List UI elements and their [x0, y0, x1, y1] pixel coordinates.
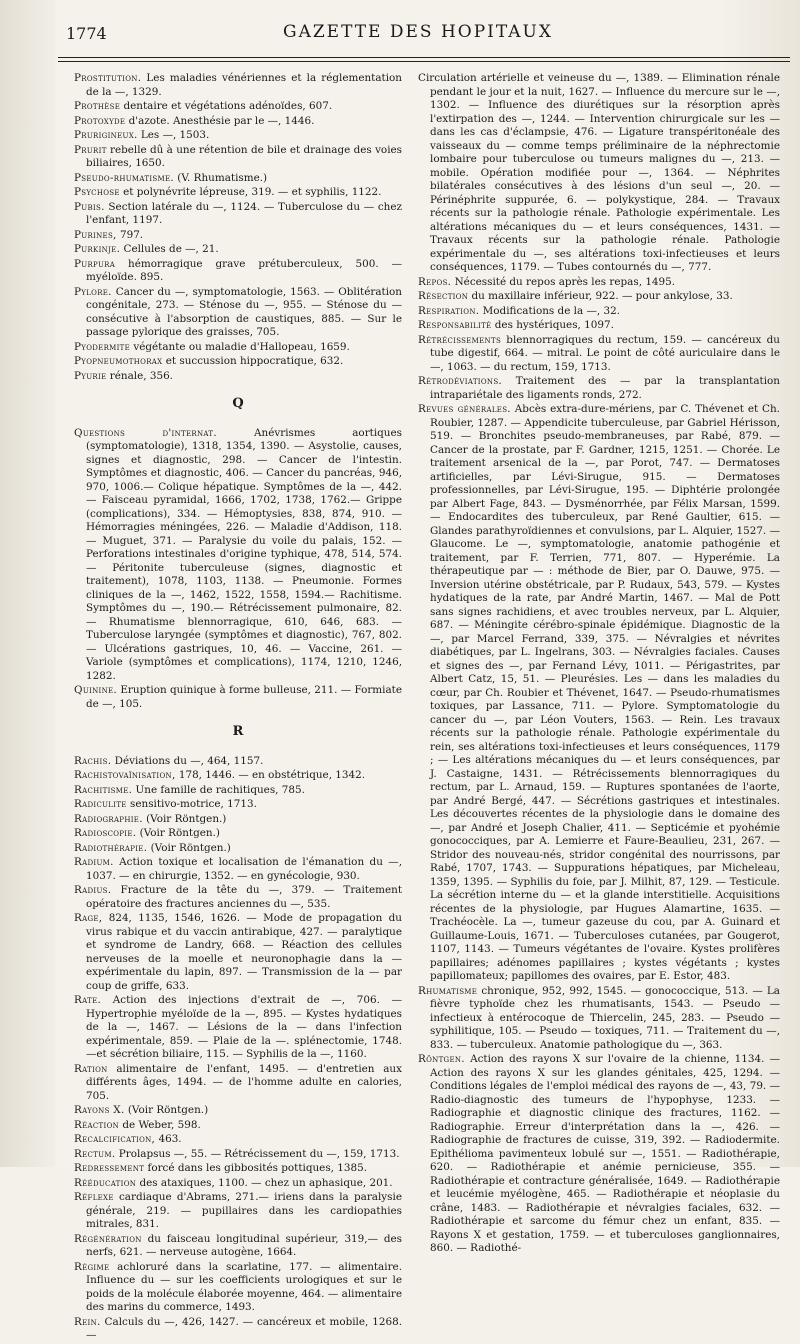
entry-text: sensitivo-motrice, 1713.: [126, 798, 257, 810]
index-entry: [74, 798, 402, 812]
index-group-p: [74, 72, 402, 383]
entry-headword: Réaction: [74, 1118, 120, 1131]
page-number: 1774: [66, 24, 107, 43]
entry-headword: Purines,: [74, 228, 117, 241]
entry-text: Déviations du —, 464, 1157.: [111, 754, 264, 767]
index-entry: [74, 994, 402, 1062]
index-entry: [74, 827, 402, 841]
header-rule: [58, 57, 790, 62]
entry-text: forcé dans les gibbosités pottiques, 1385.: [144, 1162, 368, 1174]
entry-text: Section latérale du —, 1124. — Tuberculose du — chez l'enfant, 1197.: [86, 200, 402, 226]
index-entry: [74, 1233, 402, 1260]
index-group-q: [74, 427, 402, 712]
entry-text: Traitement des — par la transplantation intrapariétale des ligaments ronds, 272.: [430, 375, 780, 401]
index-entry: [74, 355, 402, 369]
entry-headword: Prothèse: [74, 100, 121, 112]
entry-text: Cancer du —, symptomatologie, 1563. — Oblitération congénitale, 273. — Sténose du —, 955. — Sténose du — consécutive à l'absorption de caustiques, 885. — Sur le passage pylorique des graisses, 705.: [86, 285, 402, 338]
index-entry: [74, 1119, 402, 1133]
index-entry: [418, 305, 780, 319]
entry-headword: Radiographie.: [74, 812, 143, 825]
index-entry: [418, 334, 780, 375]
entry-text: Action toxique et localisation de l'émanation du —, 1037. — en chirurgie, 1352. — en gynécologie, 930.: [86, 856, 402, 882]
index-entry: [74, 884, 402, 911]
entry-headword: Radius.: [74, 884, 112, 896]
entry-headword: Purkinje.: [74, 243, 121, 255]
entry-headword: Résection: [418, 290, 469, 302]
entry-text: végétante ou maladie d'Hallopeau, 1659.: [130, 340, 350, 353]
index-entry: [74, 129, 402, 143]
entry-headword: Pyodermite: [74, 340, 131, 353]
entry-text: Les maladies vénériennes et la réglementation de la —, 1329.: [86, 72, 402, 98]
entry-headword: Rachistovaïnisation,: [74, 769, 176, 781]
index-entry: [74, 1177, 402, 1191]
index-entry: [418, 1053, 780, 1256]
index-entry: [74, 856, 402, 883]
entry-headword: Prurigineux.: [74, 129, 138, 141]
index-entry: [74, 1261, 402, 1315]
entry-headword: Questions d'internat.: [74, 426, 217, 439]
entry-text: (Voir Röntgen.): [147, 841, 231, 854]
index-entry: [74, 813, 402, 827]
entry-text: Anévrismes aortiques (symptomatologie), 1318, 1354, 1390. — Asystolie, causes, signes et diagnostic, 298. — Cancer de l'intestin. Symptômes et diagnostic, 406. — Cancer du pancréas, 946, 970, 1006.— Colique hépatique. Symptômes de la —, 442.— Faisceau pyramidal, 1666, 1702, 1738, 1762.— Grippe (complications), 334. — Hémoptysies, 838, 874, 910. — Hémorragies méningées, 226. — Maladie d'Addison, 118. — Muguet, 371. — Paralysie du voile du palais, 152. — Perforations intestinales d'origine typhique, 478, 514, 574. — Péritonite tuberculeuse (signes, diagnostic et traitement), 1078, 1103, 1138. — Pneumonie. Formes cliniques de la —, 1462, 1522, 1558, 1594.— Rachitisme. Symptômes du —, 190.— Rétrécissement pulmonaire, 82. — Rhumatisme blennorragique, 610, 646, 683. — Tuberculose laryngée (symptômes et diagnostic), 767, 802. — Ulcérations gastriques, 10, 46. — Vaccine, 261. — Variole (symptômes et complications), 1174, 1210, 1246, 1282.: [86, 426, 402, 682]
entry-text: rebelle dû à une rétention de bile et drainage des voies biliaires, 1650.: [86, 143, 402, 169]
entry-headword: Revues générales.: [418, 403, 511, 415]
section-letter-q: Q: [232, 396, 244, 411]
entry-text: hémorragique grave prétuberculeux, 500. — myéloïde. 895.: [86, 257, 402, 283]
index-entry: [74, 100, 402, 114]
entry-headword: Régime: [74, 1260, 110, 1273]
entry-text: Action des injections d'extrait de —, 706. — Hypertrophie myéloïde de la —, 895. — Kystes hydatiques de la —, 1467. — Lésions de la — dans l'infection expérimentale, 859. — Plaie de la —. splénectomie, 1748. —et sécrétion biliaire, 115. — Syphilis de la —, 1160.: [86, 994, 402, 1060]
index-group-r: [74, 755, 402, 1343]
index-entry: [418, 375, 780, 402]
entry-headword: Prostitution.: [74, 72, 142, 84]
index-entry: [74, 769, 402, 783]
index-entry: [74, 842, 402, 856]
entry-text: Prolapsus —, 55. — Rétrécissement du —, 159, 1713.: [115, 1147, 400, 1160]
entry-text: rénale, 356.: [106, 369, 173, 382]
entry-text: des hystériques, 1097.: [491, 319, 614, 331]
index-entry: [74, 427, 402, 684]
entry-headword: Radiothérapie.: [74, 841, 148, 854]
entry-headword: Rein.: [74, 1315, 101, 1328]
index-entry: [74, 72, 402, 99]
entry-headword: Rétrodéviations.: [418, 375, 503, 387]
entry-headword: Pylore.: [74, 285, 112, 298]
index-entry: [74, 115, 402, 129]
left-column: [74, 72, 402, 1344]
entry-headword: Rééducation: [74, 1176, 137, 1189]
entry-headword: Pubis.: [74, 200, 105, 213]
index-entry: [418, 72, 780, 275]
index-entry: [74, 243, 402, 257]
entry-text: (V. Rhumatisme.): [173, 171, 268, 184]
index-entry: [74, 1148, 402, 1162]
index-entry: [74, 784, 402, 798]
entry-headword: Respiration.: [418, 304, 480, 317]
index-entry: [74, 1063, 402, 1104]
entry-headword: Prurit: [74, 143, 107, 156]
entry-headword: Rate.: [74, 994, 102, 1006]
entry-text: Abcès extra-dure-mériens, par C. Thévenet et Ch. Roubier, 1287. — Appendicite tuberculeuse, par Gabriel Hérisson, 519. — Bronchites pseudo-membraneuses, par Rabé, 879. — Cancer de la prostate, par F. Gardner, 1215, 1251. — Chorée. Le traitement arsenical de la —, par Porot, 747. — Dermatoses artificielles, par Lévi-Sirugue, 915. — Dermatoses professionnelles, par Lévi-Sirugue, 195. — Diphtérie prolongée par Albert Fage, 843. — Dysménorrhée, par Félix Marsan, 1599. — Endocardites des tuberculeux, par René Gaultier, 615. — Glandes parathyroïdiennes et convulsions, par L. Alquier, 1527. — Glaucome. Le —, symptomatologie, anatomie pathogénie et traitement, par F. Terrien, 771, 807. — Hyperémie. La thérapeutique par — : méthode de Bier, par O. Dauwe, 975. — Inversion utérine obstétricale, par P. Rudaux, 543, 579. — Kystes hydatiques de la rate, par André Martin, 1467. — Mal de Pott sans signes rachidiens, et avec troubles nerveux, par L. Alquier, 687. — Méningite cérébro-spinale épidémique. Diagnostic de la —, par Marcel Ferrand, 339, 375. — Névralgies et névrites diabétiques, par L. Ingelrans, 303. — Névralgies faciales. Causes et signes des —, par Fernand Lévy, 1011. — Périgastrites, par Albert Catz, 15, 51. — Pleurésies. Les — dans les maladies du cœur, par Ch. Roubier et Thévenet, 1647. — Pseudo-rhumatismes toxiques, par Lassance, 711. — Pylore. Symptomatologie du cancer du —, par Léon Vouters, 1563. — Rein. Les travaux récents sur la pathologie rénale. Pathologie expérimentale du rein, ses altérations toxi-infectieuses et leurs conséquences, 1179 ; — Les altérations mécaniques du — et leurs conséquences, par J. Castaigne, 1431. — Rétrécissements blennorragiques du rectum, par L. Arnaud, 159. — Ruptures spontanées de l'aorte, par André Bergé, 447. — Sécrétions gastriques et intestinales. Les découvertes récentes de la physiologie dans le domaine des —, par André et Joseph Chalier, 411. — Septicémie et pyohémie gonococciques, par A. Lemierre et Faure-Beaulieu, 231, 267. — Stridor des nouveau-nés, stridor congénital des nourrissons, par Rabé, 1707, 1743. — Suppurations hépatiques, par Micheleau, 1359, 1395. — Syphilis du foie, par J. Milhit, 87, 129. — Testicule. La sécrétion interne du — et la glande interstitielle. Acquisitions récentes de la physiologie, par Hugues Alamartine, 1635. — Trachéocèle. La —, tumeur gazeuse du cou, par A. Guinard et Guillaume-Louis, 1671. — Tuberculoses cutanées, par Gougerot, 1107, 1143. — Tumeurs végétantes de l'ovaire. Kystes prolifères papillaires; adénomes papillaires ; kystes végétants ; kystes papillomateux; papillomes des ovaires, par E. Estor, 483.: [430, 403, 780, 982]
index-entry: [74, 1316, 402, 1343]
entry-text: d'azote. Anesthésie par le —, 1446.: [125, 114, 315, 127]
entry-headword: Pyopneumothorax: [74, 355, 163, 367]
entry-text: Eruption quinique à forme bulleuse, 211. — Formiate de —, 105.: [86, 684, 402, 710]
entry-headword: Régénération: [74, 1232, 142, 1245]
entry-headword: Ration: [74, 1062, 108, 1075]
index-entry: [74, 1104, 402, 1118]
index-entry: [418, 319, 780, 333]
index-entry: [418, 403, 780, 984]
entry-headword: Radium.: [74, 856, 114, 868]
entry-text: et succussion hippocratique, 632.: [162, 355, 344, 367]
index-entry: [74, 286, 402, 340]
entry-text: du faisceau longitudinal supérieur, 319,— des nerfs, 621. — nerveuse autogène, 1664.: [86, 1232, 402, 1258]
entry-text: 824, 1135, 1546, 1626. — Mode de propagation du virus rabique et du vaccin antirabique, 427. — paralytique et syndrome de Landry, 668. — Réaction des cellules nerveuses de la moelle et neuronophagie dans la — expérimentale du lapin, 897. — Transmission de la — par coup de griffe, 633.: [86, 912, 402, 992]
entry-text: achloruré dans la scarlatine, 177. — alimentaire. Influence du — sur les coefficients urologiques et sur le poids de la molécule élaborée moyenne, 464. — alimentaire des marins du commerce, 1493.: [86, 1260, 402, 1313]
entry-text: Fracture de la tête du —, 379. — Traitement opératoire des fractures anciennes du —, 535.: [86, 884, 402, 910]
index-entry: [418, 290, 780, 304]
index-entry: [74, 186, 402, 200]
index-entry: [74, 1191, 402, 1232]
entry-headword: Repos.: [418, 275, 452, 288]
entry-text: dentaire et végétations adénoïdes, 607.: [120, 100, 333, 112]
entry-headword: Recalcification,: [74, 1133, 156, 1145]
entry-text: des ataxiques, 1100. — chez un aphasique, 201.: [136, 1176, 393, 1189]
entry-headword: Radioscopie.: [74, 827, 137, 839]
entry-text: du maxillaire inférieur, 922. — pour ankylose, 33.: [468, 290, 733, 302]
index-entry: [74, 144, 402, 171]
running-header: [58, 22, 778, 52]
entry-headword: Rétrécissements: [418, 333, 502, 346]
entry-text: 797.: [116, 228, 144, 241]
entry-text: Cellules de —, 21.: [120, 243, 219, 255]
index-entry: [74, 172, 402, 186]
entry-text: Calculs du —, 426, 1427. — cancéreux et mobile, 1268. —: [86, 1315, 402, 1341]
entry-headword: Rayons X.: [74, 1104, 125, 1116]
right-column: [418, 72, 780, 1257]
entry-text: cardiaque d'Abrams, 271.— iriens dans la paralysie générale, 219. — pupillaires dans les cardiopathies mitrales, 831.: [86, 1191, 402, 1230]
entry-text: blennorragiques du rectum, 159. — cancéreux du tube digestif, 664. — mitral. Le point de côté auriculaire dans le —, 1063. — du rectum, 159, 1713.: [430, 333, 780, 373]
index-entry: [74, 755, 402, 769]
entry-text: Nécessité du repos après les repas, 1495.: [451, 275, 676, 288]
entry-headword: Réflexe: [74, 1191, 114, 1203]
index-group-r-continued: [418, 72, 780, 1256]
entry-headword: Redressement: [74, 1162, 145, 1174]
index-entry: [74, 341, 402, 355]
entry-headword: Protoxyde: [74, 114, 126, 127]
entry-text: alimentaire de l'enfant, 1495. — d'entretien aux différents âges, 1494. — de l'homme adulte en calories, 705.: [86, 1062, 402, 1102]
entry-headword: Rectum.: [74, 1147, 116, 1160]
entry-headword: Rachis.: [74, 754, 112, 767]
entry-text: (Voir Röntgen.): [142, 812, 227, 825]
entry-text: 463.: [155, 1133, 182, 1145]
index-entry: [74, 201, 402, 228]
entry-text: (Voir Röntgen.): [136, 827, 220, 839]
index-entry: [74, 258, 402, 285]
entry-headword: Responsabilité: [418, 319, 492, 331]
index-entry: [74, 1162, 402, 1176]
index-entry: [418, 985, 780, 1053]
entry-text: Une famille de rachitiques, 785.: [132, 783, 305, 796]
entry-headword: Rachitisme.: [74, 783, 133, 796]
entry-headword: Pseudo-rhumatisme.: [74, 171, 174, 184]
entry-text: 178, 1446. — en obstétrique, 1342.: [175, 769, 366, 781]
index-entry: [74, 1133, 402, 1147]
entry-headword: Rage,: [74, 912, 103, 924]
entry-headword: Psychose: [74, 186, 120, 198]
entry-headword: Quinine.: [74, 684, 118, 696]
entry-text: de Weber, 598.: [119, 1118, 201, 1131]
entry-text: Circulation artérielle et veineuse du —, 1389. — Elimination rénale pendant le jour et la nuit, 1627. — Influence du mercure sur le —, 1302. — Influence des diurétiques sur la résorption après l'extirpation des —, 1244. — Intervention chirurgicale sur les — dans les cas d'éclampsie, 476. — Ligature transpéritonéale des vaisseaux du — comme temps préliminaire de la néphrectomie lombaire pour tuberculose ou tumeurs malignes du —, 213. — mobile. Opération modifiée pour —, 1364. — Néphrites bilatérales consécutives à des lésions d'un seul —, 20. — Périnéphrite suppurée, 6. — polykystique, 284. — Travaux récents sur la pathologie rénale. Pathologie expérimentale. Les altérations mécaniques du — et leurs conséquences, 1431. — Travaux récents sur la pathologie rénale. Pathologie expérimentale du —, ses altérations toxi-infectieuses et leurs conséquences, 1179. — Tubes contournés du —, 777.: [418, 72, 780, 273]
entry-text: (Voir Röntgen.): [124, 1104, 209, 1116]
entry-headword: Pyurie: [74, 369, 107, 382]
entry-text: Les —, 1503.: [137, 129, 210, 141]
entry-text: chronique, 952, 992, 1545. — gonococcique, 513. — La fièvre typhoïde chez les rhumatisants, 1543. — Pseudo — infectieux à entérocoque de Thiercelin, 245, 283. — Pseudo — syphilitique, 105. — Pseudo — toxiques, 711. — Traitement du —, 833. — tuberculeux. Anatomie pathologique du —, 363.: [430, 984, 780, 1051]
entry-headword: Radiculite: [74, 798, 127, 810]
entry-headword: Purpura: [74, 257, 116, 270]
entry-headword: Rhumatisme: [418, 984, 478, 997]
section-letter-r: R: [232, 724, 244, 739]
index-entry: [74, 684, 402, 711]
page-fold-shadow: [0, 0, 55, 1167]
entry-text: Modifications de la —, 32.: [479, 304, 621, 317]
entry-text: et polynévrite lépreuse, 319. — et syphilis, 1122.: [119, 186, 382, 198]
index-entry: [418, 276, 780, 290]
entry-headword: Röntgen.: [418, 1053, 465, 1065]
journal-title: GAZETTE DES HOPITAUX: [282, 22, 553, 42]
entry-text: Action des rayons X sur l'ovaire de la chienne, 1134. — Action des rayons X sur les glandes génitales, 425, 1294. — Conditions légales de l'emploi médical des rayons de —, 43, 79. — Radio-diagnostic des tumeurs de l'hypophyse, 1233. — Radiographie et diagnostic clinique des fractures, 1162. — Radiographie. Erreur d'interprétation dans la —, 426. — Radiographie de fractures de cuisse, 319, 392. — Radiodermite. Epithélioma pavimenteux lobulé sur —, 1551. — Radiothérapie, 620. — Radiothérapie et anémie pernicieuse, 355. — Radiothérapie et contracture généralisée, 1649. — Radiothérapie et leucémie myélogène, 465. — Radiothérapie et néoplasie du crâne, 1483. — Radiothérapie et névralgies faciales, 632. — Radiothérapie et sarcome du fémur chez un enfant, 835. — Rayons X et gestation, 1759. — et tuberculoses ganglionnaires, 860. — Radiothé-: [430, 1053, 780, 1254]
index-entry: [74, 370, 402, 384]
index-entry: [74, 229, 402, 243]
index-entry: [74, 912, 402, 993]
